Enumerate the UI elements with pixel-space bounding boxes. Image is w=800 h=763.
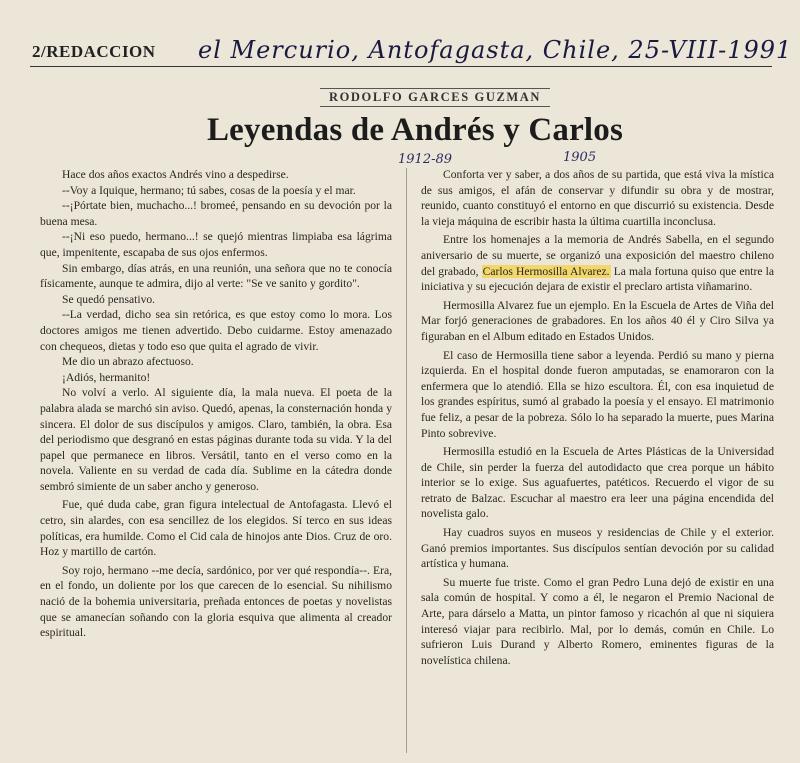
article-column-left	[40, 167, 392, 641]
handwritten-source-note: el Mercurio, Antofagasta, Chile, 25-VIII-1991	[198, 36, 793, 64]
header-rule	[30, 66, 772, 67]
paragraph: Hay cuadros suyos en museos y residencias de Chile y el exterior. Ganó premios importantes. Sus discípulos sentían devoción por su calidad artística y humana.	[421, 526, 774, 571]
paragraph: El caso de Hermosilla tiene sabor a leyenda. Perdió su mano y pierna izquierda. En el hospital donde fueron amputadas, se enamoraron con la enfermera que lo atendió. Ella se hizo escultora. Él, con esa inquietud de los grandes espíritus, sumó al grabado la poesía y el ensayo. El matrimonio fue feliz, a pesar de la pobreza. Sólo lo ha separado la muerte, pues Marina Pinto sobrevive.	[421, 348, 774, 440]
margin-note-year: 1905	[563, 150, 597, 165]
paragraph: Fue, qué duda cabe, gran figura intelectual de Antofagasta. Llevó el cetro, sin alardes, con esa sencillez de los elegidos. Sí terco en sus ideas políticas, era humilde. Como el Cid cala de hinojos ante Dios. Cruz de oro. Hoz y martillo de cartón.	[40, 498, 392, 559]
paragraph: No volví a verlo. Al siguiente día, la mala nueva. El poeta de la palabra alada se marchó sin aviso. Quedó, apenas, la consternación honda y sincera. El dolor de sus discípulos y amigos. Claro, también, la obra. Esa del periodismo que desgranó en estas páginas durante toda su vida. Y la del papel que permanece en libros. Versátil, tanto en el verso como en la novela. Valiente en su verdad de cada día. Sublime en la cátedra donde sembró simiente de un saber ancho y generoso.	[40, 386, 392, 493]
paragraph: Hace dos años exactos Andrés vino a despedirse.	[62, 168, 289, 181]
highlighted-name: Carlos Hermosilla Alvarez.	[482, 264, 610, 278]
paragraph	[421, 232, 774, 294]
article-title: Leyendas de Andrés y Carlos	[206, 112, 624, 148]
paragraph: Hermosilla estudió en la Escuela de Artes Plásticas de la Universidad de Chile, sin perder la fuerza del autodidacto que crea porque un hábito interior se lo exige. Sus aguafuertes, patéticos. Recuerdo el vigor de su retrato de Balzac. Escuchar al maestro era leer una página encendida del novelista galo.	[421, 445, 774, 521]
paragraph: Soy rojo, hermano --me decía, sardónico, por ver qué respondía--. Era, en el fondo, un doliente por los que carecen de lo esencial. Su nihilismo nació de la bohemia universitaria, preñada entonces de poetas y novelistas que se amanecían soñando con la gloria esquiva que alimenta al creador espiritual.	[40, 563, 392, 640]
article-column-right	[421, 167, 774, 668]
column-divider	[406, 168, 407, 753]
paragraph: Hermosilla Alvarez fue un ejemplo. En la Escuela de Artes de Viña del Mar forjó generaciones de grabadores. En los años 40 él y Ciro Silva ya figuraban en el Album editado en Estados Unidos.	[421, 298, 774, 343]
paragraph: Se quedó pensativo.	[62, 292, 156, 306]
paragraph: --¡Ni eso puedo, hermano...! se quejó mientras limpiaba esa lágrima que, impenitente, escapaba de sus ojos enfermos.	[40, 230, 392, 259]
margin-note-years: 1912-89	[398, 152, 453, 167]
paragraph-text: La mala fortuna quiso que entre la iniciativa y su ejecución dejara de existir el preclaro artista viñamarino.	[421, 264, 774, 294]
paragraph: --¡Pórtate bien, muchacho...! bromeé, pensando en su devoción por la buena mesa.	[40, 199, 392, 228]
paragraph: Sin embargo, días atrás, en una reunión, una señora que no te conocía físicamente, aunque te admira, dijo al verte: "Se ve sanito y gordito".	[40, 261, 392, 291]
article-author: RODOLFO GARCES GUZMAN	[320, 88, 550, 107]
paragraph: Me dio un abrazo afectuoso.	[62, 355, 194, 369]
paragraph: Conforta ver y saber, a dos años de su partida, que está viva la mística de sus amigos, el afán de conservar y difundir su obra y de mostrar, reunido, cuanto constituyó el entorno en que discurrió su existencia. Desde la vieja máquina de escribir hasta la última cuartilla inconclusa.	[421, 168, 774, 228]
paragraph: --La verdad, dicho sea sin retórica, es que estoy como lo mora. Los doctores amigos me tienen advertido. Debo cuidarme. Estoy amenazado con chequeos, dietas y todo eso que quita el agrado de vivir.	[40, 308, 392, 353]
paragraph-text: Entre los homenajes a la memoria de Andrés Sabella, en el segundo aniversario de su muerte, se organizó una exposición del maestro chileno del grabado,	[421, 233, 774, 278]
paragraph: --Voy a Iquique, hermano; tú sabes, cosas de la poesía y el mar.	[62, 183, 356, 197]
section-label: 2/REDACCION	[32, 42, 156, 61]
paragraph: ¡Adiós, hermanito!	[62, 370, 151, 384]
paragraph: Su muerte fue triste. Como el gran Pedro Luna dejó de existir en una sala común de hospital. Y como a él, le negaron el Premio Nacional de Arte, para dárselo a Matta, un pintor famoso y ricachón al que ni siquiera interesó viajar para recibirlo. Mal, por lo demás, común en Chile. Lo sufrieron Luis Durand y Alberto Romero, eminentes figuras de la novelística chilena.	[421, 575, 774, 667]
